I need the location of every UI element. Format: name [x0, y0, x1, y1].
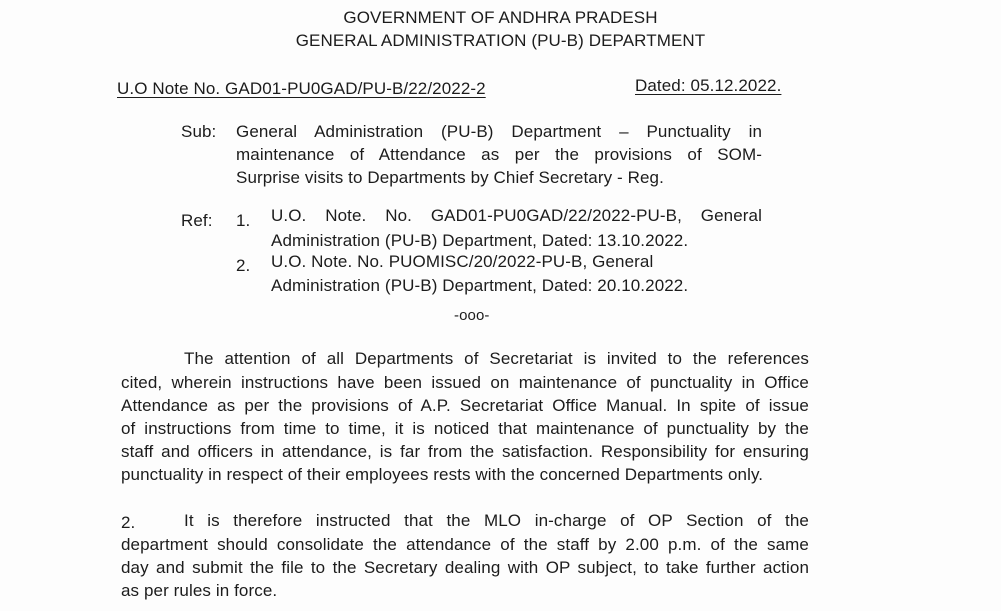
note-date: Dated: 05.12.2022. [635, 76, 782, 95]
ref-1-line-1: U.O. Note. No. GAD01-PU0GAD/22/2022-PU-B, General [271, 206, 762, 225]
para-1-line-2: cited, wherein instructions have been issued on maintenance of punctuality in Office [121, 373, 809, 392]
department-title: GENERAL ADMINISTRATION (PU-B) DEPARTMENT [295, 31, 706, 50]
govt-title: GOVERNMENT OF ANDHRA PRADESH [343, 8, 658, 27]
para-2-line-2: department should consolidate the attendance of the staff by 2.00 p.m. of the same [121, 535, 809, 554]
ref-2-number: 2. [236, 256, 251, 275]
para-1-line-4: of instructions from time to time, it is noticed that maintenance of punctuality by the [121, 419, 809, 438]
ref-2-line-1: U.O. Note. No. PUOMISC/20/2022-PU-B, General [271, 252, 654, 271]
subject-line-3: Surprise visits to Departments by Chief Secretary - Reg. [236, 168, 664, 187]
separator: -ooo- [454, 307, 490, 324]
para-2-line-3: day and submit the file to the Secretary dealing with OP subject, to take further action [121, 558, 809, 577]
para-1-line-3: Attendance as per the provisions of A.P. Secretariat Office Manual. In spite of issue [121, 396, 809, 415]
ref-1-line-2: Administration (PU-B) Department, Dated: 13.10.2022. [271, 231, 689, 250]
subject-line-1: General Administration (PU-B) Department – Punctuality in [236, 122, 762, 141]
para-1-line-1: The attention of all Departments of Secretariat is invited to the references [184, 349, 809, 368]
para-1-line-5: staff and officers in attendance, is far from the satisfaction. Responsibility for ensuring [121, 442, 809, 461]
ref-2-line-2: Administration (PU-B) Department, Dated: 20.10.2022. [271, 276, 689, 295]
para-2-number: 2. [121, 513, 136, 532]
para-2-line-1: It is therefore instructed that the MLO in-charge of OP Section of the [184, 511, 809, 530]
subject-label: Sub: [181, 122, 217, 141]
ref-label: Ref: [181, 211, 213, 230]
para-2-line-4: as per rules in force. [121, 581, 278, 600]
ref-1-number: 1. [236, 211, 251, 230]
subject-line-2: maintenance of Attendance as per the provisions of SOM- [236, 145, 762, 164]
para-1-line-6: punctuality in respect of their employees rests with the concerned Departments only. [121, 465, 764, 484]
note-number: U.O Note No. GAD01-PU0GAD/PU-B/22/2022-2 [117, 79, 486, 98]
